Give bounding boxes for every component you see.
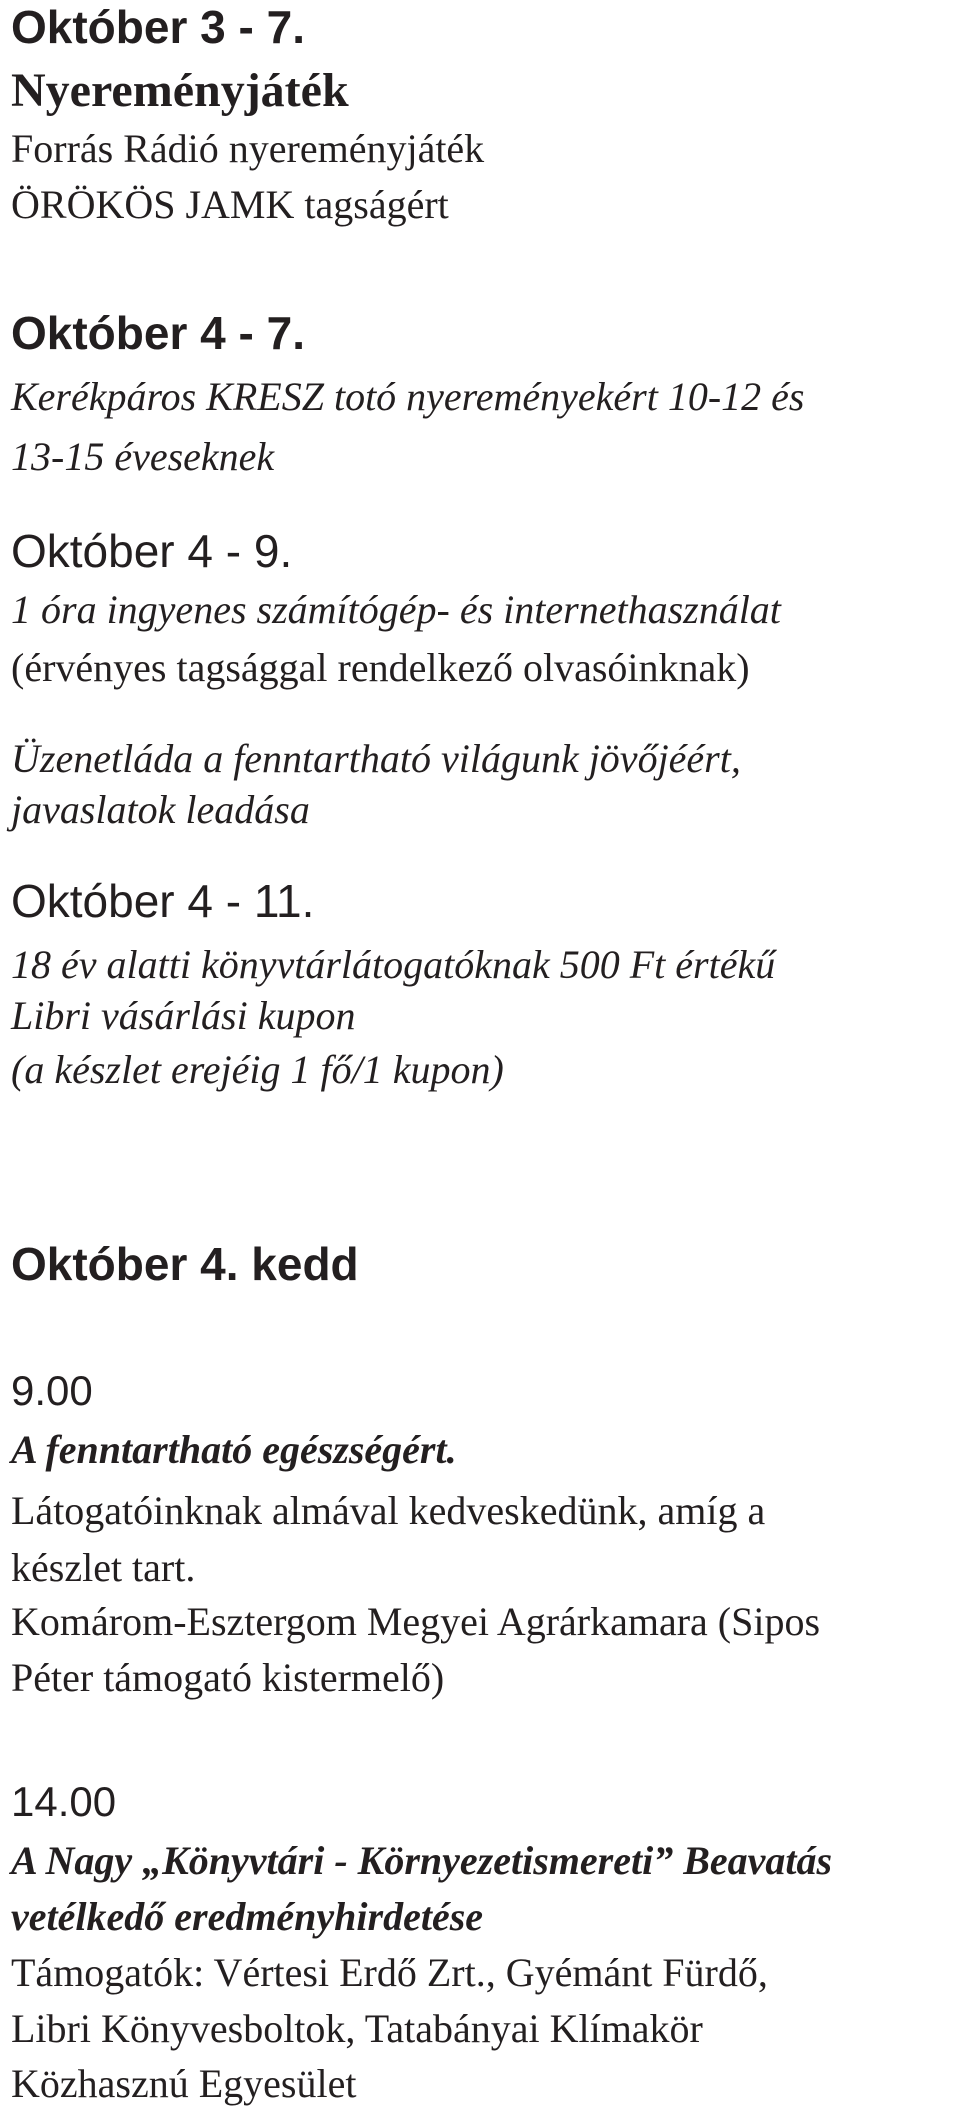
section-text-line: (érvényes tagsággal rendelkező olvasóinknak)	[11, 645, 750, 690]
event-title: vetélkedő eredményhirdetése	[11, 1894, 484, 1939]
event-text-line: Libri Könyvesboltok, Tatabányai Klímakör	[11, 2006, 703, 2051]
section-text-line: ÖRÖKÖS JAMK tagságért	[11, 182, 449, 227]
section-text-line: 18 év alatti könyvtárlátogatóknak 500 Ft értékű	[11, 942, 776, 987]
event-text-line: készlet tart.	[11, 1545, 196, 1590]
section-date-oct-4-9: Október 4 - 9.	[11, 525, 293, 577]
section-text-line: Üzenetláda a fenntartható világunk jövőjéért,	[11, 736, 741, 781]
event-title: A Nagy „Könyvtári - Környezetismereti” Beavatás	[11, 1838, 833, 1883]
event-time: 14.00	[11, 1778, 117, 1825]
section-text-line: Forrás Rádió nyereményjáték	[11, 126, 485, 171]
section-text-line: 1 óra ingyenes számítógép- és internethasználat	[11, 587, 781, 632]
event-title: A fenntartható egészségért.	[11, 1427, 457, 1472]
section-text-line: Kerékpáros KRESZ totó nyereményekért 10-12 és	[11, 374, 805, 419]
section-date-oct-4-11: Október 4 - 11.	[11, 875, 315, 927]
event-time: 9.00	[11, 1367, 93, 1414]
section-text-line: Libri vásárlási kupon	[11, 993, 356, 1038]
section-text-line: (a készlet erejéig 1 fő/1 kupon)	[11, 1047, 504, 1092]
event-text-line: Komárom-Esztergom Megyei Agrárkamara (Sipos	[11, 1599, 821, 1644]
section-date-oct-4-7: Október 4 - 7.	[11, 307, 305, 359]
event-text-line: Közhasznú Egyesület	[11, 2061, 357, 2106]
section-date-oct-3-7: Október 3 - 7.	[11, 1, 305, 53]
event-text-line: Támogatók: Vértesi Erdő Zrt., Gyémánt Fürdő,	[11, 1950, 768, 1995]
event-text-line: Péter támogató kistermelő)	[11, 1655, 445, 1700]
section-text-line: javaslatok leadása	[11, 787, 310, 832]
day-heading: Október 4. kedd	[11, 1238, 359, 1290]
event-text-line: Látogatóinknak almával kedveskedünk, amíg a	[11, 1488, 766, 1533]
section-title-nyeremenyjatek: Nyereményjáték	[11, 64, 349, 117]
section-text-line: 13-15 éveseknek	[11, 434, 275, 479]
